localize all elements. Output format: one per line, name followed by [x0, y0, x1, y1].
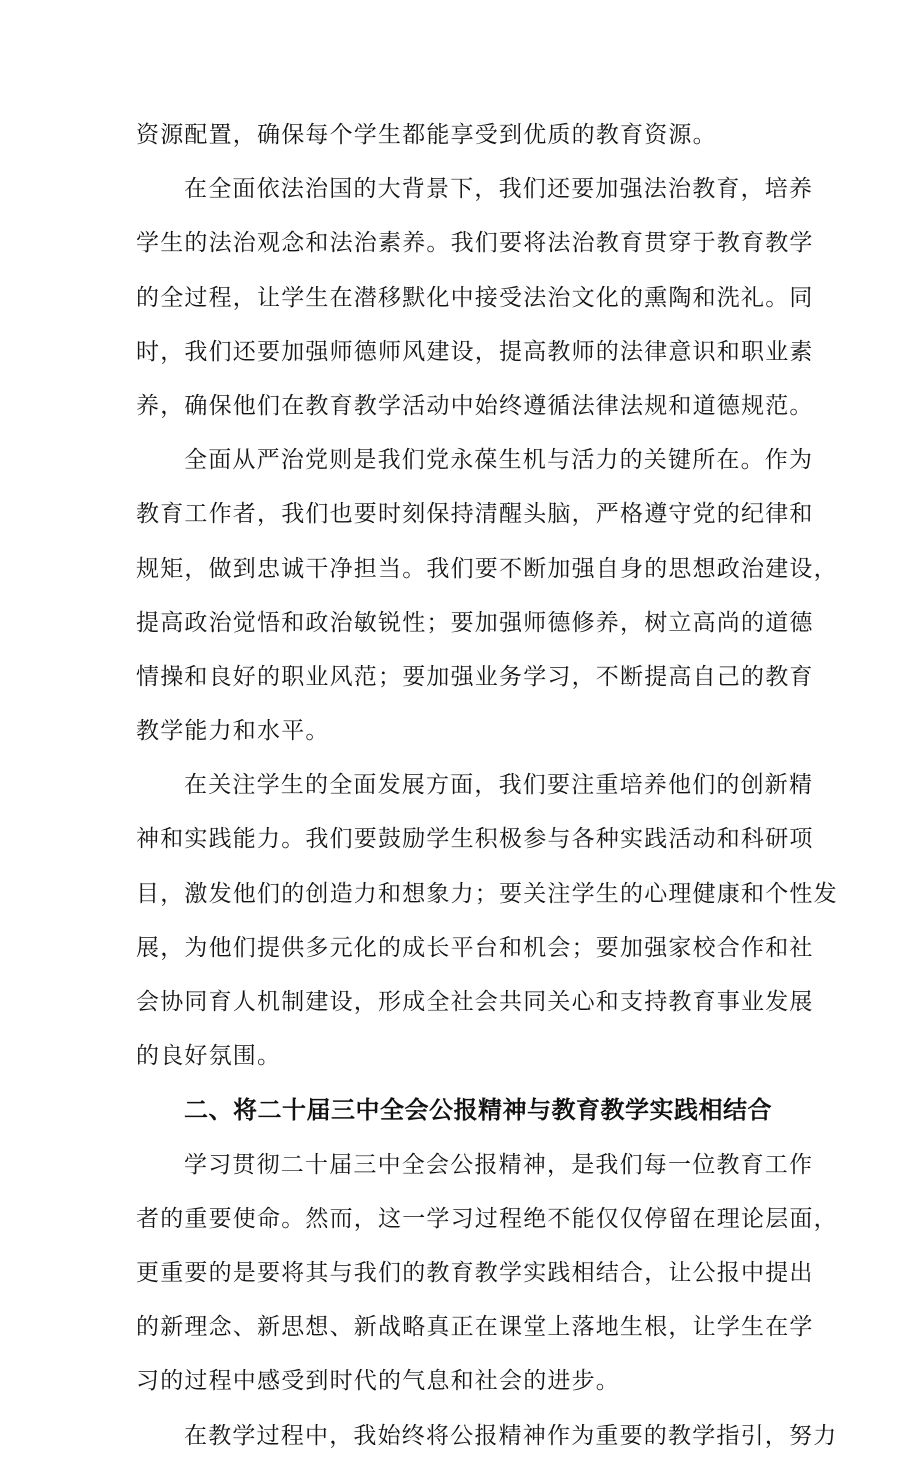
text-line: 的全过程，让学生在潜移默化中接受法治文化的熏陶和洗礼。同	[136, 284, 814, 311]
text-line: 者的重要使命。然而，这一学习过程绝不能仅仅停留在理论层面，	[136, 1205, 838, 1232]
text-line: 习的过程中感受到时代的气息和社会的进步。	[136, 1368, 620, 1395]
text-line: 情操和良好的职业风范；要加强业务学习，不断提高自己的教育	[136, 663, 814, 690]
text-line: 目，激发他们的创造力和想象力；要关注学生的心理健康和个性发	[136, 880, 838, 907]
text-line: 会协同育人机制建设，形成全社会共同关心和支持教育事业发展	[136, 989, 814, 1015]
text-line: 的新理念、新思想、新战略真正在课堂上落地生根，让学生在学	[136, 1314, 814, 1341]
section-heading: 二、将二十届三中全会公报精神与教育教学实践相结合	[184, 1096, 772, 1125]
text-line: 的良好氛围。	[136, 1043, 282, 1070]
text-line: 教育工作者，我们也要时刻保持清醒头脑，严格遵守党的纪律和	[136, 501, 814, 528]
text-line: 教学能力和水平。	[136, 718, 330, 745]
text-line: 资源配置，确保每个学生都能享受到优质的教育资源。	[136, 122, 717, 148]
text-line: 展，为他们提供多元化的成长平台和机会；要加强家校合作和社	[136, 934, 814, 961]
text-line: 提高政治觉悟和政治敏锐性；要加强师德修养，树立高尚的道德	[136, 609, 814, 636]
paragraph-start-line: 学习贯彻二十届三中全会公报精神，是我们每一位教育工作	[184, 1151, 814, 1178]
text-line: 养，确保他们在教育教学活动中始终遵循法律法规和道德规范。	[136, 392, 814, 419]
paragraph-start-line: 在教学过程中，我始终将公报精神作为重要的教学指引，努力	[184, 1422, 838, 1449]
text-line: 时，我们还要加强师德师风建设，提高教师的法律意识和职业素	[136, 338, 814, 365]
text-line: 学生的法治观念和法治素养。我们要将法治教育贯穿于教育教学	[136, 230, 814, 257]
paragraph-start-line: 全面从严治党则是我们党永葆生机与活力的关键所在。作为	[184, 447, 814, 474]
text-line: 神和实践能力。我们要鼓励学生积极参与各种实践活动和科研项	[136, 826, 814, 853]
text-line: 更重要的是要将其与我们的教育教学实践相结合，让公报中提出	[136, 1259, 814, 1286]
text-line: 规矩，做到忠诚干净担当。我们要不断加强自身的思想政治建设，	[136, 555, 838, 582]
document-body	[136, 108, 838, 1463]
paragraph-start-line: 在全面依法治国的大背景下，我们还要加强法治教育，培养	[184, 176, 814, 203]
paragraph-start-line: 在关注学生的全面发展方面，我们要注重培养他们的创新精	[184, 772, 814, 799]
